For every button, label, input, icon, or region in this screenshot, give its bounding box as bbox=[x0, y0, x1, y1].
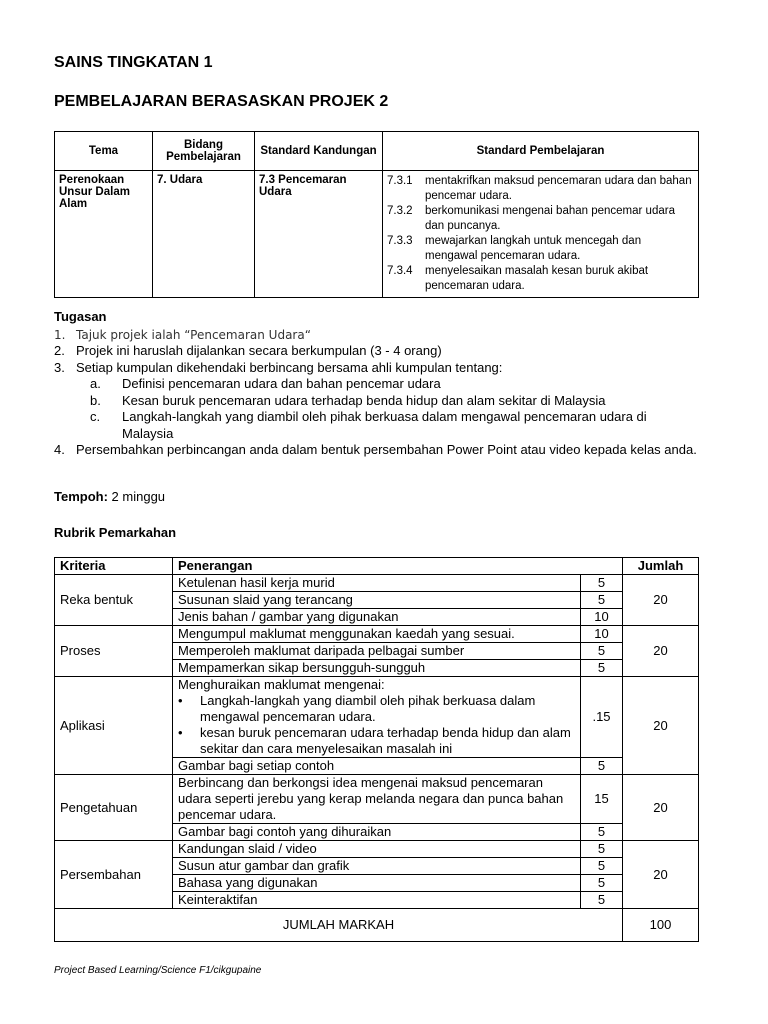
standard-table bbox=[54, 131, 699, 298]
item-text: Tajuk projek ialah “Pencemaran Udara“ bbox=[76, 327, 311, 342]
bullet-icon: • bbox=[178, 693, 183, 708]
description-cell: Mempamerkan sikap bersungguh-sungguh bbox=[173, 660, 581, 677]
cell-kandungan: 7.3 Pencemaran Udara bbox=[255, 171, 383, 298]
sp-text: mentakrifkan maksud pencemaran udara dan bahan pencemar udara. bbox=[425, 175, 692, 202]
subitem-letter: b. bbox=[90, 392, 101, 408]
standard-table-header bbox=[55, 132, 699, 171]
table-row bbox=[55, 841, 699, 858]
item-text: Setiap kumpulan dikehendaki berbincang bersama ahli kumpulan tentang: bbox=[76, 359, 503, 375]
jumlah-markah-value: 100 bbox=[623, 909, 699, 942]
item-text: Persembahkan perbincangan anda dalam bentuk persembahan Power Point atau video kepada kelas anda. bbox=[76, 442, 697, 457]
header-jumlah: Jumlah bbox=[623, 558, 699, 575]
mark-cell: 15 bbox=[581, 775, 623, 824]
subitem-text: Langkah-langkah yang diambil oleh pihak berkuasa dalam mengawal pencemaran udara di Malaysia bbox=[122, 409, 647, 441]
description-cell: Memperoleh maklumat daripada pelbagai sumber bbox=[173, 643, 581, 660]
bullet-icon: • bbox=[178, 725, 183, 740]
header-bidang: Bidang Pembelajaran bbox=[153, 132, 255, 171]
sp-number: 7.3.2 bbox=[387, 205, 413, 217]
sp-text: mewajarkan langkah untuk mencegah dan mengawal pencemaran udara. bbox=[425, 235, 642, 262]
document-subtitle: PEMBELAJARAN BERASASKAN PROJEK 2 bbox=[54, 93, 389, 110]
bullet-item bbox=[178, 725, 575, 757]
sp-item bbox=[387, 234, 694, 264]
tugasan-item bbox=[54, 343, 698, 360]
cell-pembelajaran bbox=[383, 171, 699, 298]
mark-cell: .15 bbox=[581, 677, 623, 758]
total-cell: 20 bbox=[623, 841, 699, 909]
description-cell: Berbincang dan berkongsi idea mengenai maksud pencemaran udara seperti jerebu yang kerap melanda negara dan punca bahan pencemar udara. bbox=[173, 775, 581, 824]
mark-cell: 10 bbox=[581, 609, 623, 626]
jumlah-markah-label: JUMLAH MARKAH bbox=[55, 909, 623, 942]
page-footer: Project Based Learning/Science F1/cikgupaine bbox=[54, 965, 262, 976]
tugasan-subitem bbox=[54, 409, 698, 442]
item-number: 2. bbox=[54, 343, 65, 358]
mark-cell: 5 bbox=[581, 758, 623, 775]
item-number: 1. bbox=[54, 327, 66, 342]
tugasan-subitem bbox=[54, 376, 698, 393]
bullet-text: Langkah-langkah yang diambil oleh pihak berkuasa dalam mengawal pencemaran udara. bbox=[200, 693, 536, 724]
subitem-text: Kesan buruk pencemaran udara terhadap benda hidup dan alam sekitar di Malaysia bbox=[122, 392, 606, 408]
rubrik-heading: Rubrik Pemarkahan bbox=[54, 525, 177, 540]
tempoh-label: Tempoh: bbox=[54, 489, 108, 504]
tempoh-value: 2 minggu bbox=[111, 489, 166, 504]
description-cell bbox=[173, 677, 581, 758]
subitem-text: Definisi pencemaran udara dan bahan pencemar udara bbox=[122, 376, 441, 391]
mark-cell: 5 bbox=[581, 592, 623, 609]
description-cell: Gambar bagi setiap contoh bbox=[173, 758, 581, 775]
criterion-reka-bentuk: Reka bentuk bbox=[55, 575, 173, 626]
mark-cell: 5 bbox=[581, 841, 623, 858]
item-text: Projek ini haruslah dijalankan secara berkumpulan (3 - 4 orang) bbox=[76, 343, 442, 358]
item-number: 3. bbox=[54, 359, 65, 375]
total-cell: 20 bbox=[623, 626, 699, 677]
tugasan-item bbox=[54, 360, 698, 377]
total-cell: 20 bbox=[623, 677, 699, 775]
description-cell: Susun atur gambar dan grafik bbox=[173, 858, 581, 875]
table-row bbox=[55, 626, 699, 643]
mark-cell: 5 bbox=[581, 875, 623, 892]
sp-number: 7.3.4 bbox=[387, 265, 413, 277]
tempoh-line bbox=[54, 489, 165, 504]
description-cell: Kandungan slaid / video bbox=[173, 841, 581, 858]
description-cell: Susunan slaid yang terancang bbox=[173, 592, 581, 609]
mark-cell: 10 bbox=[581, 626, 623, 643]
total-cell: 20 bbox=[623, 575, 699, 626]
mark-cell: 5 bbox=[581, 660, 623, 677]
description-cell: Ketulenan hasil kerja murid bbox=[173, 575, 581, 592]
sp-number: 7.3.3 bbox=[387, 235, 413, 247]
subitem-letter: c. bbox=[90, 409, 101, 424]
tugasan-item bbox=[54, 327, 698, 344]
jumlah-markah-row bbox=[55, 909, 699, 942]
total-cell: 20 bbox=[623, 775, 699, 841]
criterion-pengetahuan: Pengetahuan bbox=[55, 775, 173, 841]
item-number: 4. bbox=[54, 442, 65, 457]
description-cell: Jenis bahan / gambar yang digunakan bbox=[173, 609, 581, 626]
tugasan-heading: Tugasan bbox=[54, 309, 107, 324]
sp-number: 7.3.1 bbox=[387, 175, 413, 187]
criterion-persembahan: Persembahan bbox=[55, 841, 173, 909]
aplikasi-intro: Menghuraikan maklumat mengenai: bbox=[178, 677, 385, 692]
cell-bidang: 7. Udara bbox=[153, 171, 255, 298]
mark-cell: 5 bbox=[581, 824, 623, 841]
document-title: SAINS TINGKATAN 1 bbox=[54, 54, 213, 71]
table-row bbox=[55, 575, 699, 592]
standard-table-row bbox=[55, 171, 699, 298]
rubrik-header-row bbox=[55, 558, 699, 575]
description-cell: Mengumpul maklumat menggunakan kaedah yang sesuai. bbox=[173, 626, 581, 643]
criterion-aplikasi: Aplikasi bbox=[55, 677, 173, 775]
table-row bbox=[55, 677, 699, 758]
header-tema: Tema bbox=[55, 132, 153, 171]
description-cell: Gambar bagi contoh yang dihuraikan bbox=[173, 824, 581, 841]
mark-cell: 5 bbox=[581, 892, 623, 909]
header-pembelajaran: Standard Pembelajaran bbox=[383, 132, 699, 171]
rubrik-table bbox=[54, 557, 699, 942]
sp-item bbox=[387, 264, 694, 294]
sp-text: menyelesaikan masalah kesan buruk akibat pencemaran udara. bbox=[425, 265, 649, 292]
bullet-item bbox=[178, 693, 575, 725]
mark-cell: 5 bbox=[581, 643, 623, 660]
tugasan-section bbox=[54, 309, 698, 459]
criterion-proses: Proses bbox=[55, 626, 173, 677]
table-row bbox=[55, 775, 699, 824]
description-cell: Bahasa yang digunakan bbox=[173, 875, 581, 892]
tugasan-item bbox=[54, 442, 698, 459]
sp-text: berkomunikasi mengenai bahan pencemar udara dan puncanya. bbox=[425, 205, 675, 232]
cell-tema: Perenokaan Unsur Dalam Alam bbox=[55, 171, 153, 298]
description-cell: Keinteraktifan bbox=[173, 892, 581, 909]
header-kandungan: Standard Kandungan bbox=[255, 132, 383, 171]
header-kriteria: Kriteria bbox=[55, 558, 173, 575]
mark-cell: 5 bbox=[581, 575, 623, 592]
sp-item bbox=[387, 174, 694, 204]
header-penerangan: Penerangan bbox=[173, 558, 623, 575]
tugasan-subitem bbox=[54, 393, 698, 410]
subitem-letter: a. bbox=[90, 376, 101, 391]
bullet-text: kesan buruk pencemaran udara terhadap benda hidup dan alam sekitar dan cara menyelesaikan masalah ini bbox=[200, 725, 571, 756]
mark-cell: 5 bbox=[581, 858, 623, 875]
sp-item bbox=[387, 204, 694, 234]
